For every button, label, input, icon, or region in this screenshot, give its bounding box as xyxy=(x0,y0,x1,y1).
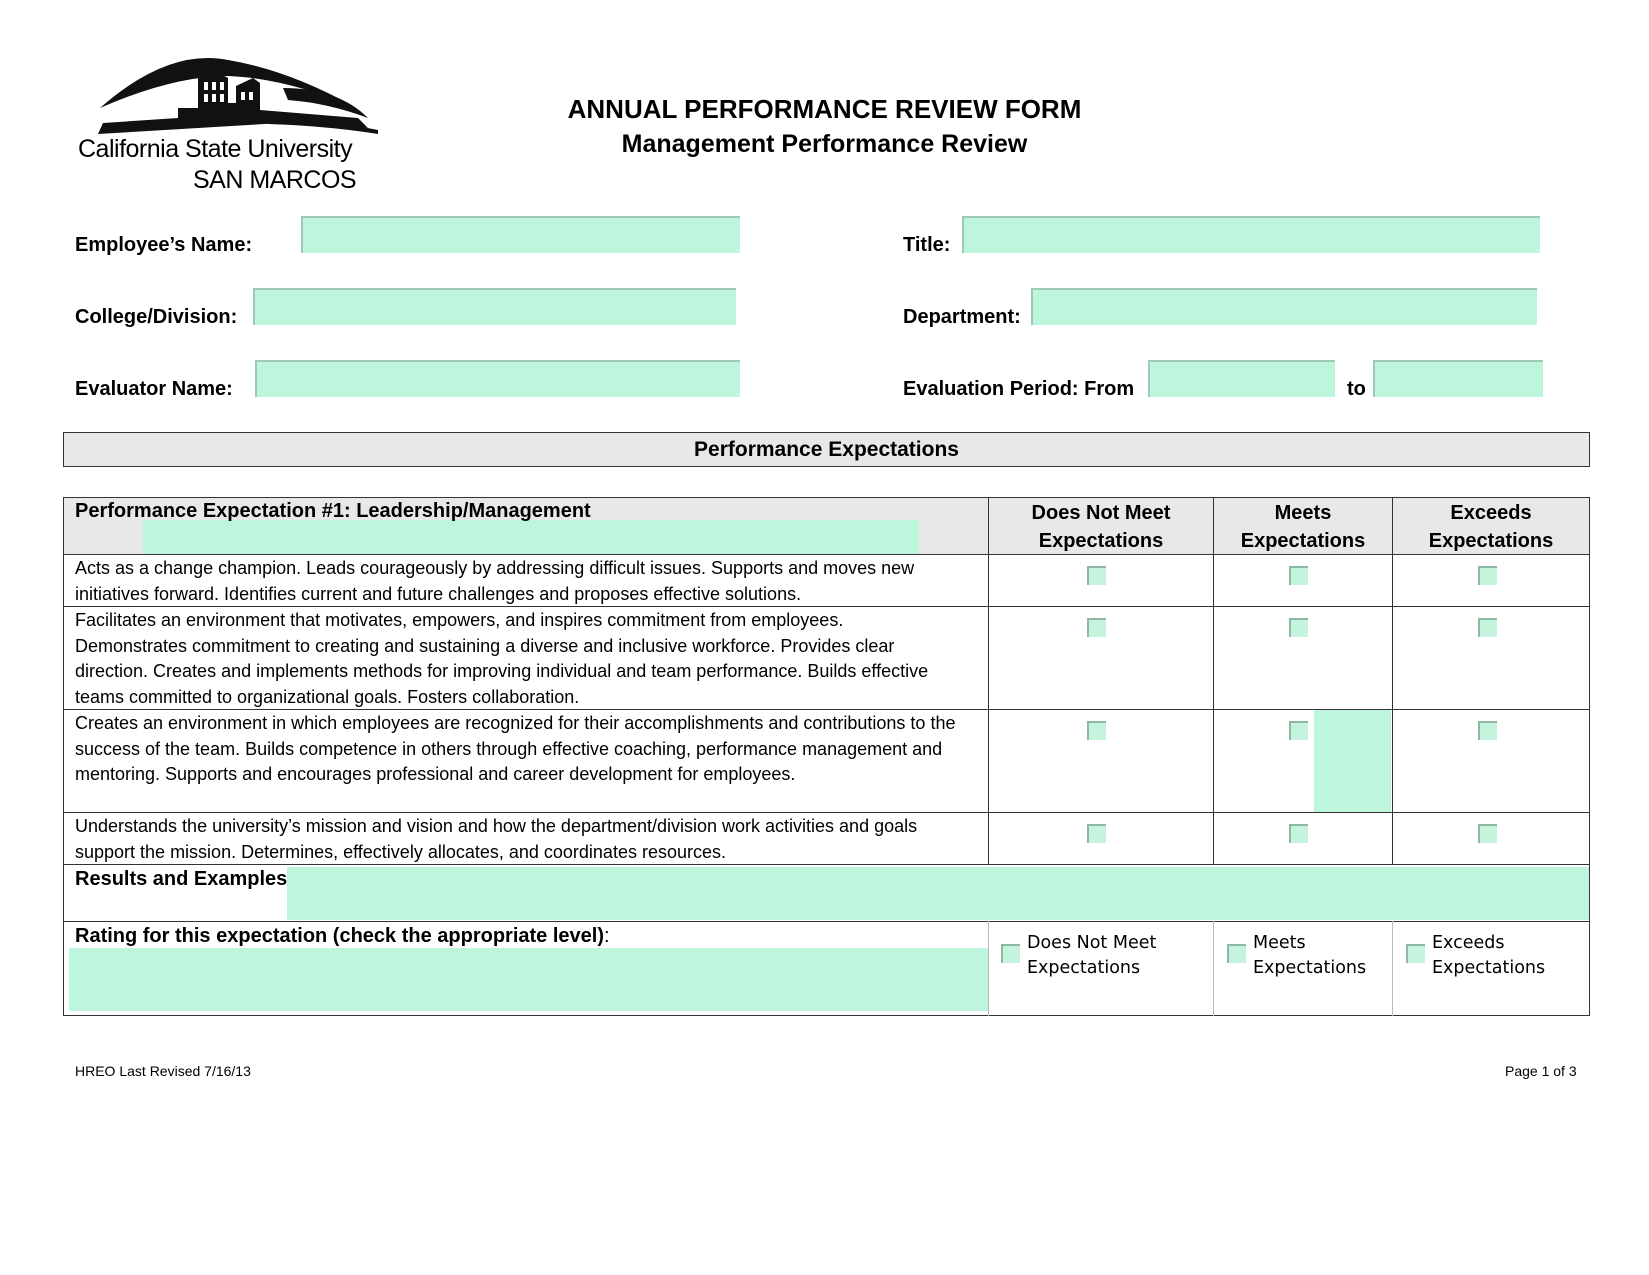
row-1-meets-checkbox[interactable] xyxy=(1289,566,1308,585)
row-2-exceeds-checkbox[interactable] xyxy=(1478,618,1497,637)
table-rule xyxy=(63,921,1590,922)
rating-label-text: Rating for this expectation (check the appropriate level) xyxy=(75,925,605,947)
rating-does-not-meet-checkbox[interactable] xyxy=(1001,944,1020,963)
footer-page-number: Page 1 of 3 xyxy=(1505,1063,1577,1079)
col-header-meets xyxy=(1214,499,1392,555)
results-examples-field[interactable] xyxy=(287,867,1589,920)
rating-option-exceeds-line1: Exceeds xyxy=(1432,933,1505,953)
col-header-meets-line1: Meets xyxy=(1274,502,1332,524)
rating-col-rule xyxy=(988,921,989,1016)
expectation-row-4-text: Understands the university’s mission and vision and how the department/division work activities and goals support the mission. Determines, effectively allocates, and coordinates resources. xyxy=(75,816,918,862)
table-col-rule xyxy=(988,497,989,864)
table-col-rule xyxy=(1392,497,1393,864)
rating-option-meets xyxy=(1253,931,1366,981)
logo-line1: California State University xyxy=(78,135,353,163)
expectation-title: Performance Expectation #1: Leadership/Management xyxy=(75,500,591,522)
col-header-does-not-meet-line1: Does Not Meet xyxy=(1031,502,1171,524)
col-header-exceeds-line2: Expectations xyxy=(1428,530,1554,552)
col-header-does-not-meet xyxy=(989,499,1213,555)
college-division-field[interactable] xyxy=(253,288,736,325)
rating-option-does-not-meet-line2: Expectations xyxy=(1027,958,1141,978)
expectation-row-2-text: Facilitates an environment that motivates, empowers, and inspires commitment from employees. Demonstrates commitment to creating and sustaining a diverse and inclusive workforce. Provides clear direction. Creates and implements methods for improving individual and team performance. Builds effective teams committed to organizational goals. Fosters collaboration. xyxy=(75,610,929,707)
form-title: ANNUAL PERFORMANCE REVIEW FORM xyxy=(567,94,1082,124)
expectation-row-1-text: Acts as a change champion. Leads courageously by addressing difficult issues. Supports and moves new initiatives forward. Identifies current and future challenges and proposes effective solutions. xyxy=(75,558,915,604)
department-label: Department: xyxy=(903,306,1021,328)
title-label: Title: xyxy=(903,234,951,256)
rating-col-rule xyxy=(1392,921,1393,1016)
employee-name-label: Employee’s Name: xyxy=(75,234,253,256)
rating-option-does-not-meet-line1: Does Not Meet xyxy=(1027,933,1157,953)
row-1-does-not-meet-checkbox[interactable] xyxy=(1087,566,1106,585)
row-4-exceeds-checkbox[interactable] xyxy=(1478,824,1497,843)
period-to-label: to xyxy=(1347,378,1366,400)
results-label xyxy=(75,868,293,891)
rating-exceeds-checkbox[interactable] xyxy=(1406,944,1425,963)
row-3-exceeds-checkbox[interactable] xyxy=(1478,721,1497,740)
title-field[interactable] xyxy=(962,216,1540,253)
row-1-exceeds-checkbox[interactable] xyxy=(1478,566,1497,585)
evaluation-period-label: Evaluation Period: From xyxy=(903,378,1135,400)
row-2-meets-checkbox[interactable] xyxy=(1289,618,1308,637)
period-to-field[interactable] xyxy=(1373,360,1543,397)
table-col-rule xyxy=(1213,497,1214,864)
expectation-title-field[interactable] xyxy=(143,520,919,554)
performance-expectations-header: Performance Expectations xyxy=(63,432,1590,467)
college-division-label: College/Division: xyxy=(75,306,238,328)
table-rule xyxy=(63,554,1590,555)
rating-option-meets-line2: Expectations xyxy=(1253,958,1367,978)
department-field[interactable] xyxy=(1031,288,1537,325)
rating-comment-field[interactable] xyxy=(69,948,988,1011)
form-subtitle: Management Performance Review xyxy=(621,130,1028,158)
row-3-does-not-meet-checkbox[interactable] xyxy=(1087,721,1106,740)
period-from-field[interactable] xyxy=(1148,360,1335,397)
rating-label-colon: : xyxy=(604,925,610,947)
rating-option-does-not-meet xyxy=(1027,931,1156,981)
expectation-row-3-text: Creates an environment in which employees are recognized for their accomplishments and contributions to the success of the team. Builds competence in others through effective coaching, performance management and mentoring. Supports and encourages professional and career development for employees. xyxy=(75,713,956,784)
employee-name-field[interactable] xyxy=(301,216,740,253)
footer-revision: HREO Last Revised 7/16/13 xyxy=(75,1063,251,1079)
row-2-does-not-meet-checkbox[interactable] xyxy=(1087,618,1106,637)
row-4-does-not-meet-checkbox[interactable] xyxy=(1087,824,1106,843)
results-label-text: Results and Examples xyxy=(75,868,288,890)
rating-label xyxy=(75,925,610,948)
rating-option-exceeds xyxy=(1432,931,1545,981)
evaluator-name-label: Evaluator Name: xyxy=(75,378,233,400)
evaluator-name-field[interactable] xyxy=(255,360,740,397)
row-3-meets-field[interactable] xyxy=(1314,710,1391,812)
row-3-meets-checkbox[interactable] xyxy=(1289,721,1308,740)
rating-col-rule xyxy=(1213,921,1214,1016)
col-header-does-not-meet-line2: Expectations xyxy=(1038,530,1164,552)
rating-option-meets-line1: Meets xyxy=(1253,933,1306,953)
rating-option-exceeds-line2: Expectations xyxy=(1432,958,1546,978)
col-header-exceeds-line1: Exceeds xyxy=(1450,502,1532,524)
rating-meets-checkbox[interactable] xyxy=(1227,944,1246,963)
col-header-exceeds xyxy=(1393,499,1589,555)
table-rule xyxy=(63,812,1590,813)
col-header-meets-line2: Expectations xyxy=(1240,530,1366,552)
logo-line2: SAN MARCOS xyxy=(193,166,357,194)
row-4-meets-checkbox[interactable] xyxy=(1289,824,1308,843)
